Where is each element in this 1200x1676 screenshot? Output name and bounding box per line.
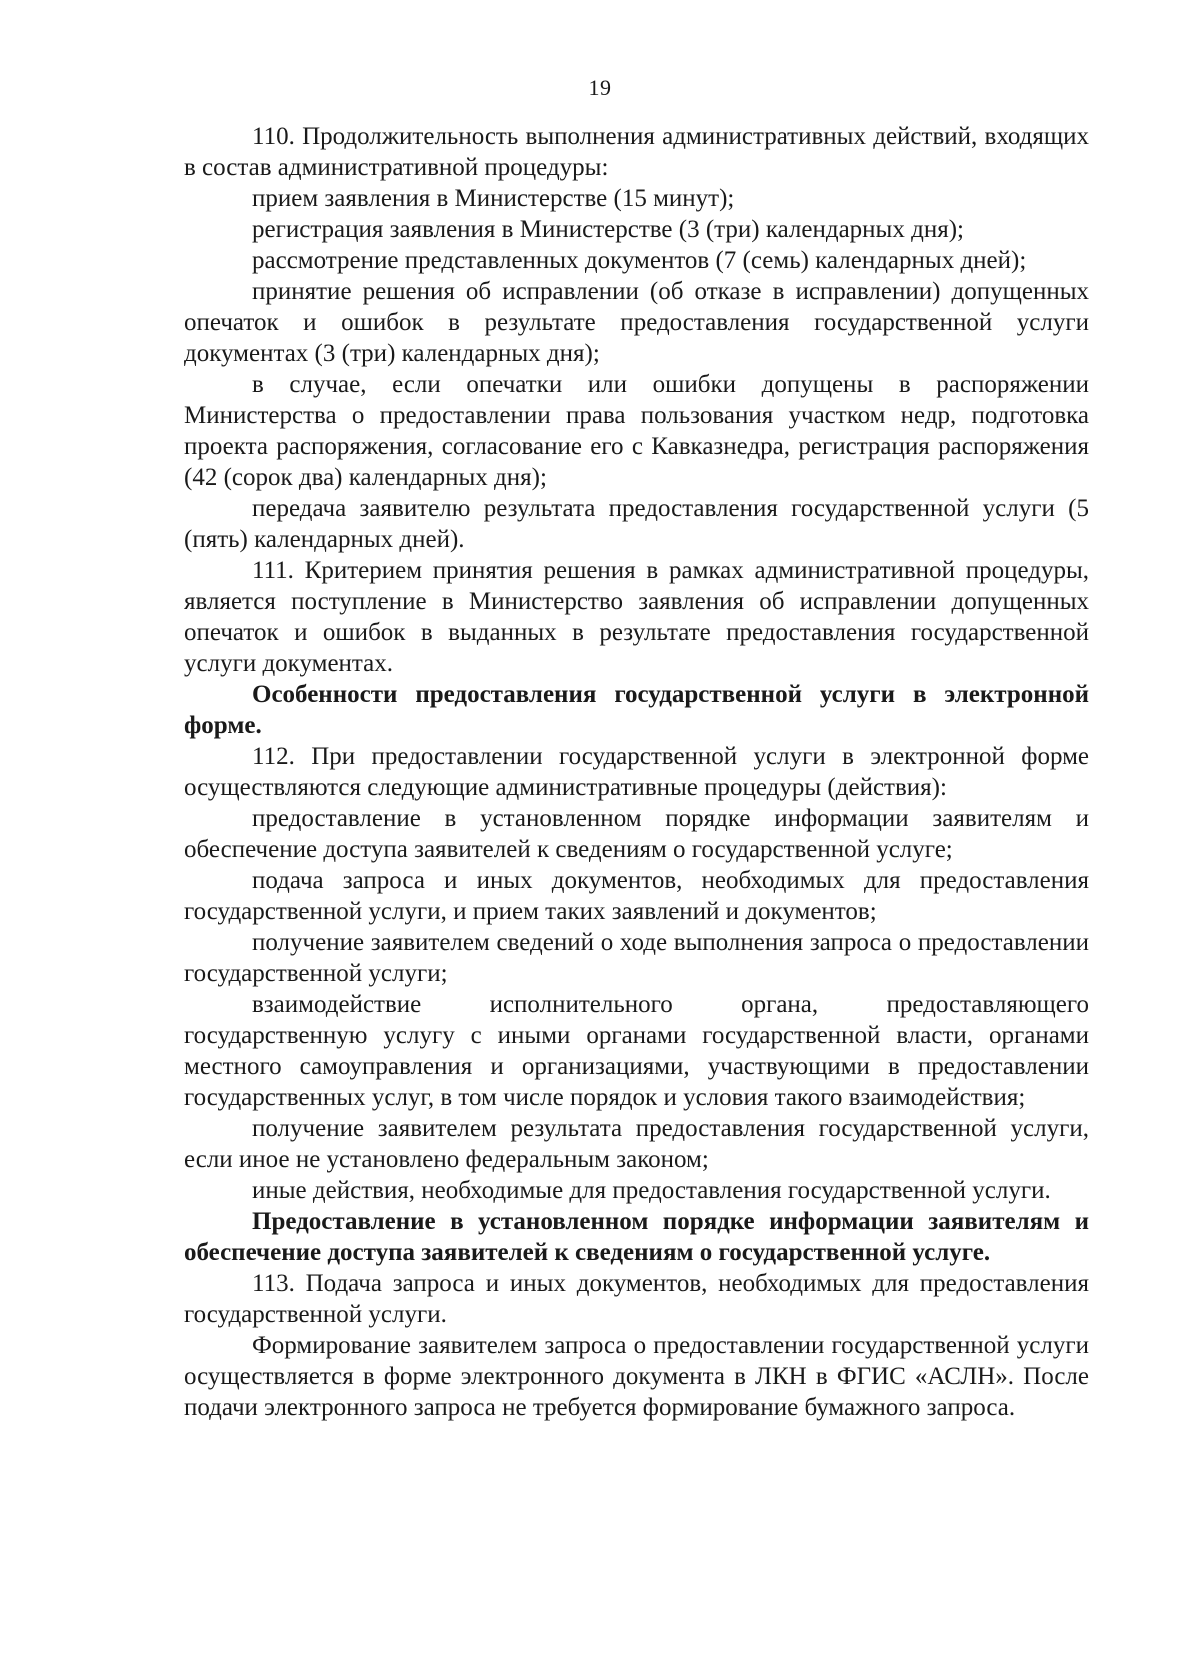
list-item-submission: подача запроса и иных документов, необходимых для предоставления государственной услуги, и прием таких заявлений и документов; [184,867,1089,925]
list-item-transfer-result: передача заявителю результата предоставления государственной услуги (5 (пять) календарных дней). [184,495,1089,553]
paragraph-111: 111. Критерием принятия решения в рамках административной процедуры, является поступление в Министерство заявления об исправлении допущенных опечаток и ошибок в выданных в результате предоставления государственной услуги документах. [184,557,1089,677]
list-item-status: получение заявителем сведений о ходе выполнения запроса о предоставлении государственной услуги; [184,929,1089,987]
list-item-review: рассмотрение представленных документов (7 (семь) календарных дней); [252,247,1027,274]
list-item-result: получение заявителем результата предоставления государственной услуги, если иное не установлено федеральным законом; [184,1115,1089,1173]
list-item-order-errors: в случае, если опечатки или ошибки допущены в распоряжении Министерства о предоставлении права пользования участком недр, подготовка проекта распоряжения, согласование его с Кавказнедра, регистрация распоряжения (42 (сорок два) календарных дня); [184,371,1089,491]
paragraph-request-formation: Формирование заявителем запроса о предоставлении государственной услуги осуществляется в форме электронного документа в ЛКН в ФГИС «АСЛН». После подачи электронного запроса не требуется формирование бумажного запроса. [184,1332,1089,1421]
paragraph-113: 113. Подача запроса и иных документов, необходимых для предоставления государственной услуги. [184,1270,1089,1328]
section-heading-information: Предоставление в установленном порядке информации заявителям и обеспечение доступа заявителей к сведениям о государственной услуге. [184,1208,1089,1266]
list-item-decision: принятие решения об исправлении (об отказе в исправлении) допущенных опечаток и ошибок в результате предоставления государственной услуги документах (3 (три) календарных дня); [184,278,1089,367]
list-item-interaction: взаимодействие исполнительного органа, предоставляющего государственную услугу с иными органами государственной власти, органами местного самоуправления и организациями, участвующими в предоставлении государственных услуг, в том числе порядок и условия такого взаимодействия; [184,991,1089,1111]
list-item-information: предоставление в установленном порядке информации заявителям и обеспечение доступа заявителей к сведениям о государственной услуге; [184,805,1089,863]
document-body [184,121,1089,1423]
page-number: 19 [588,75,612,100]
list-item-other-actions: иные действия, необходимые для предоставления государственной услуги. [252,1177,1051,1204]
paragraph-110: 110. Продолжительность выполнения административных действий, входящих в состав административной процедуры: [184,123,1089,181]
section-heading-electronic-form: Особенности предоставления государственной услуги в электронной форме. [184,681,1089,739]
paragraph-112: 112. При предоставлении государственной услуги в электронной форме осуществляются следующие административные процедуры (действия): [184,743,1089,801]
list-item-reception: прием заявления в Министерстве (15 минут); [252,185,735,212]
list-item-registration: регистрация заявления в Министерстве (3 (три) календарных дня); [252,216,964,243]
